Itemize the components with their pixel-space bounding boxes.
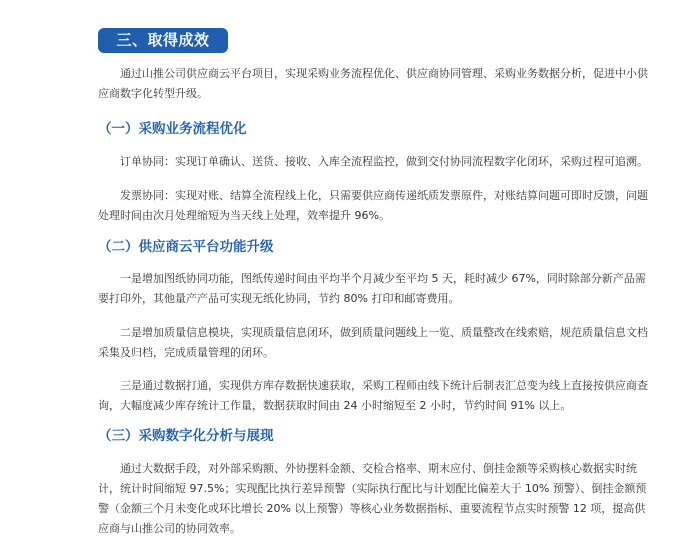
paragraph-inventory-data: 三是通过数据打通，实现供方库存数据快速获取，采购工程师由线下统计后制表汇总变为线上直接按供应商查询，大幅度减少库存统计工作量，数据获取时间由 24 小时缩短至 2 小时，节约时间 91% 以上。 <box>98 379 648 412</box>
section-heading: 三、取得成效 <box>98 28 228 53</box>
subheading-digital-analysis: （三）采购数字化分析与展现 <box>98 428 274 444</box>
paragraph-quality-module: 二是增加质量信息模块，实现质量信息闭环，做到质量问题线上一览、质量整改在线索赔，规范质量信息文档采集及归档，完成质量管理的闭环。 <box>98 326 648 359</box>
paragraph-order-collaboration: 订单协同：实现订单确认、送货、接收、入库全流程监控，做到交付协同流程数字化闭环，采购过程可追溯。 <box>120 155 648 168</box>
paragraph-drawing-collaboration: 一是增加图纸协同功能，图纸传递时间由平均半个月减少至平均 5 天，耗时减少 67%，同时除部分新产品需要打印外，其他量产产品可实现无纸化协同，节约 80% 打印和邮寄费用。 <box>98 272 646 305</box>
subheading-platform-upgrade: （二）供应商云平台功能升级 <box>98 239 274 255</box>
paragraph-big-data-analysis: 通过大数据手段，对外部采购额、外协摆料金额、交检合格率、期末应付、倒挂金额等采购核心数据实时统计，统计时间缩短 97.5%；实现配比执行差异预警（实际执行配比与计划配比偏差大于 10% 预警）、倒挂金额预警（金额三个月未变化或环比增长 20% 以上预警）等核心业务数据指标、重要流程节点实时预警 12 项，提高供应商与山推公司的协同效率。 <box>98 462 647 535</box>
subheading-procurement-process: （一）采购业务流程优化 <box>98 121 247 137</box>
paragraph-invoice-collaboration: 发票协同：实现对账、结算全流程线上化，只需要供应商传递纸质发票原件，对账结算问题可即时反馈，问题处理时间由次月处理缩短为当天线上处理，效率提升 96%。 <box>98 189 648 222</box>
intro-paragraph: 通过山推公司供应商云平台项目，实现采购业务流程优化、供应商协同管理、采购业务数据分析，促进中小供应商数字化转型升级。 <box>98 67 648 100</box>
